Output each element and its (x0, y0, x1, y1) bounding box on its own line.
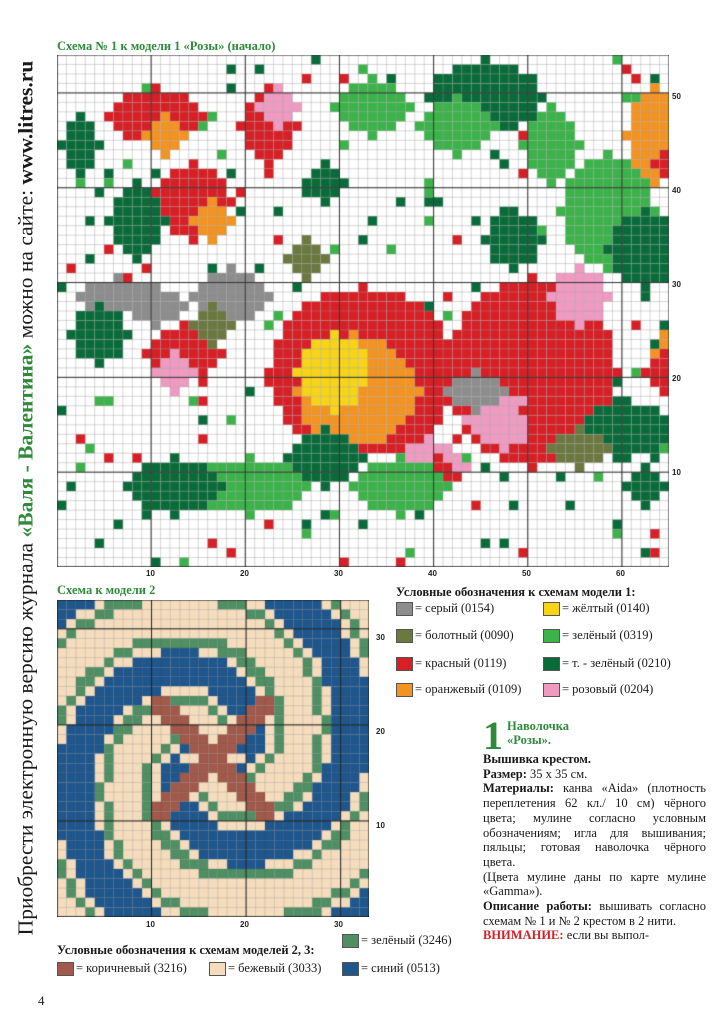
scheme1-y-tick-20: 20 (672, 374, 681, 383)
legend-swatch (57, 962, 74, 976)
scheme2-grid-canvas (57, 600, 369, 917)
legend1-item-yellow: = жёлтый (0140) (543, 601, 650, 616)
page-number: 4 (38, 993, 45, 1008)
legend1-item-orange: = оранжевый (0109) (396, 682, 521, 697)
legend2-item-beige: = бежевый (3033) (209, 961, 321, 976)
scheme1-y-tick-50: 50 (672, 92, 681, 101)
scheme1-x-tick-20: 20 (240, 569, 249, 578)
scheme1-y-tick-30: 30 (672, 280, 681, 289)
scheme2-y-tick-30: 30 (376, 633, 385, 642)
scheme2-x-tick-30: 30 (334, 920, 343, 929)
legend1-item-green: = зелёный (0319) (543, 628, 653, 643)
scheme1-x-tick-10: 10 (146, 569, 155, 578)
scheme1-x-tick-60: 60 (616, 569, 625, 578)
scheme2-y-tick-10: 10 (376, 821, 385, 830)
article-size: Размер: 35 х 35 см. (483, 766, 588, 781)
scheme1-y-tick-10: 10 (672, 468, 681, 477)
scheme1-title: Схема № 1 к модели 1 «Розы» (начало) (57, 39, 276, 53)
scheme2-y-tick-20: 20 (376, 727, 385, 736)
article-body (483, 752, 706, 943)
legend1-item-red: = красный (0119) (396, 656, 506, 671)
article-attention: ВНИМАНИЕ: если вы выпол- (483, 928, 650, 943)
legend-swatch (543, 657, 560, 671)
legend1-title: Условные обозначения к схемам модели 1: (396, 585, 636, 599)
article-materials: Материалы: канва «Aida» (плотность переплетения 62 кл./ 10 см) чёрного цвета; мулине согласно условным обозначениям; игла для вышивания; пяльцы; готовая наволочка чёрного цвета. (483, 781, 706, 869)
legend-swatch (543, 602, 560, 616)
legend-swatch (396, 629, 413, 643)
side-banner (6, 10, 46, 985)
scheme1-chart (57, 55, 669, 567)
scheme1-x-tick-50: 50 (522, 569, 531, 578)
legend-swatch (396, 657, 413, 671)
legend2-item-brown: = коричневый (3216) (57, 961, 187, 976)
legend-swatch (396, 602, 413, 616)
article-number: 1 (483, 713, 503, 758)
legend-swatch (342, 962, 359, 976)
legend1-item-pink: = розовый (0204) (543, 682, 653, 697)
legend2-item-blue: = синий (0513) (342, 961, 440, 976)
article-subtitle: Вышивка крестом. (483, 752, 592, 766)
legend-swatch (543, 683, 560, 697)
legend1-item-gray: = серый (0154) (396, 601, 494, 616)
scheme2-x-tick-20: 20 (240, 920, 249, 929)
legend2-title: Условные обозначения к схемам моделей 2, 3: (57, 943, 315, 957)
scheme1-y-tick-40: 40 (672, 186, 681, 195)
scheme1-x-tick-30: 30 (334, 569, 343, 578)
legend1-item-swamp: = болотный (0090) (396, 628, 514, 643)
legend-swatch (543, 629, 560, 643)
legend-swatch (396, 683, 413, 697)
scheme1-grid-canvas (57, 55, 669, 567)
article-work: Описание работы: вышивать согласно схемам № 1 и № 2 крестом в 2 нити. (483, 899, 706, 928)
legend-swatch (342, 934, 359, 948)
article-heading: Наволочка «Розы». (507, 719, 569, 747)
article-colors-note: (Цвета мулине даны по карте мулине «Gamma»). (483, 869, 706, 899)
scheme2-title: Схема к модели 2 (57, 583, 156, 597)
legend-swatch (209, 962, 226, 976)
legend1-item-dark-green: = т. - зелёный (0210) (543, 656, 671, 671)
scheme2-chart (57, 600, 369, 917)
scheme1-x-tick-40: 40 (428, 569, 437, 578)
scheme2-x-tick-10: 10 (146, 920, 155, 929)
side-banner-text: Приобрести электронную версию журнала «Валя - Валентина» можно на сайте: www.litres.ru (13, 60, 38, 935)
legend2-item-green: = зелёный (3246) (342, 933, 452, 948)
